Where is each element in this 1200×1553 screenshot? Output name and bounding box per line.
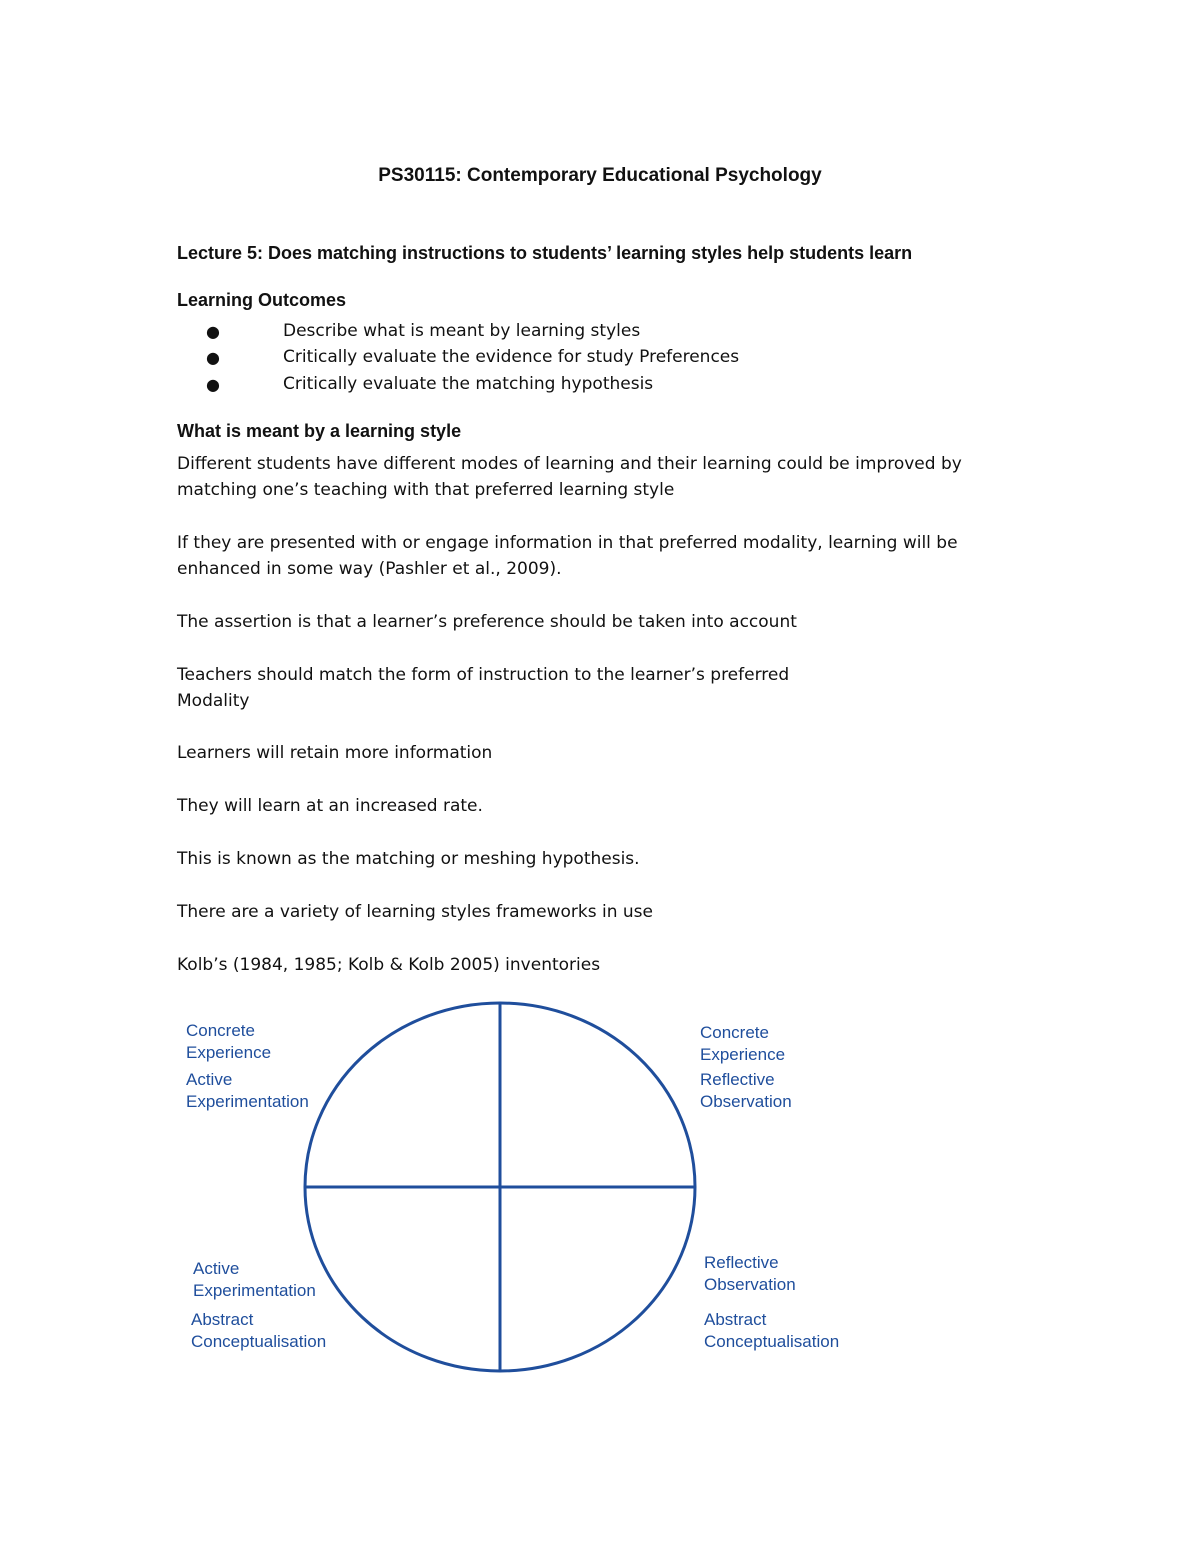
- list-item: Describe what is meant by learning styles: [283, 321, 641, 341]
- quadrant-label-bottom-right: Observation: [704, 1275, 796, 1294]
- quadrant-label-top-left: Experimentation: [186, 1092, 309, 1111]
- list-item: Critically evaluate the evidence for study Preferences: [283, 347, 740, 367]
- quadrant-label-top-right: Concrete: [700, 1023, 769, 1042]
- quadrant-label-top-right: Experience: [700, 1045, 786, 1064]
- quadrant-label-top-left: Concrete: [186, 1021, 255, 1040]
- section-heading: What is meant by a learning style: [177, 421, 462, 441]
- paragraph-line: There are a variety of learning styles frameworks in use: [177, 902, 653, 922]
- document-title: PS30115: Contemporary Educational Psychology: [378, 165, 822, 186]
- paragraph-line: enhanced in some way (Pashler et al., 2009).: [177, 559, 562, 579]
- quadrant-label-bottom-left: Experimentation: [193, 1281, 316, 1300]
- paragraph-line: Different students have different modes of learning and their learning could be improved by: [177, 454, 962, 474]
- list-item: Critically evaluate the matching hypothesis: [283, 374, 654, 394]
- quadrant-label-bottom-left: Active: [193, 1259, 240, 1278]
- quadrant-label-bottom-left: Abstract: [191, 1310, 254, 1329]
- paragraph-line: If they are presented with or engage information in that preferred modality, learning will be: [177, 533, 958, 553]
- quadrant-label-top-left: Active: [186, 1070, 233, 1089]
- paragraph-line: Kolb’s (1984, 1985; Kolb & Kolb 2005) inventories: [177, 955, 601, 975]
- bullet-icon: ●: [206, 322, 220, 341]
- quadrant-label-bottom-right: Conceptualisation: [704, 1332, 840, 1351]
- lecture-heading: Lecture 5: Does matching instructions to students’ learning styles help students learn: [177, 243, 913, 263]
- paragraph-line: Modality: [177, 691, 250, 711]
- quadrant-label-bottom-left: Conceptualisation: [191, 1332, 327, 1351]
- bullet-icon: ●: [206, 375, 220, 394]
- quadrant-label-bottom-right: Reflective: [704, 1253, 779, 1272]
- paragraph-line: Learners will retain more information: [177, 743, 493, 763]
- paragraph-line: This is known as the matching or meshing hypothesis.: [177, 849, 640, 869]
- quadrant-label-bottom-right: Abstract: [704, 1310, 767, 1329]
- bullet-icon: ●: [206, 348, 220, 367]
- paragraph-line: The assertion is that a learner’s preference should be taken into account: [177, 612, 797, 632]
- quadrant-label-top-right: Observation: [700, 1092, 792, 1111]
- paragraph-line: matching one’s teaching with that preferred learning style: [177, 480, 675, 500]
- quadrant-label-top-right: Reflective: [700, 1070, 775, 1089]
- paragraph-line: They will learn at an increased rate.: [177, 796, 483, 816]
- paragraph-line: Teachers should match the form of instruction to the learner’s preferred: [177, 665, 790, 685]
- learning-outcomes-heading: Learning Outcomes: [177, 290, 347, 310]
- quadrant-label-top-left: Experience: [186, 1043, 272, 1062]
